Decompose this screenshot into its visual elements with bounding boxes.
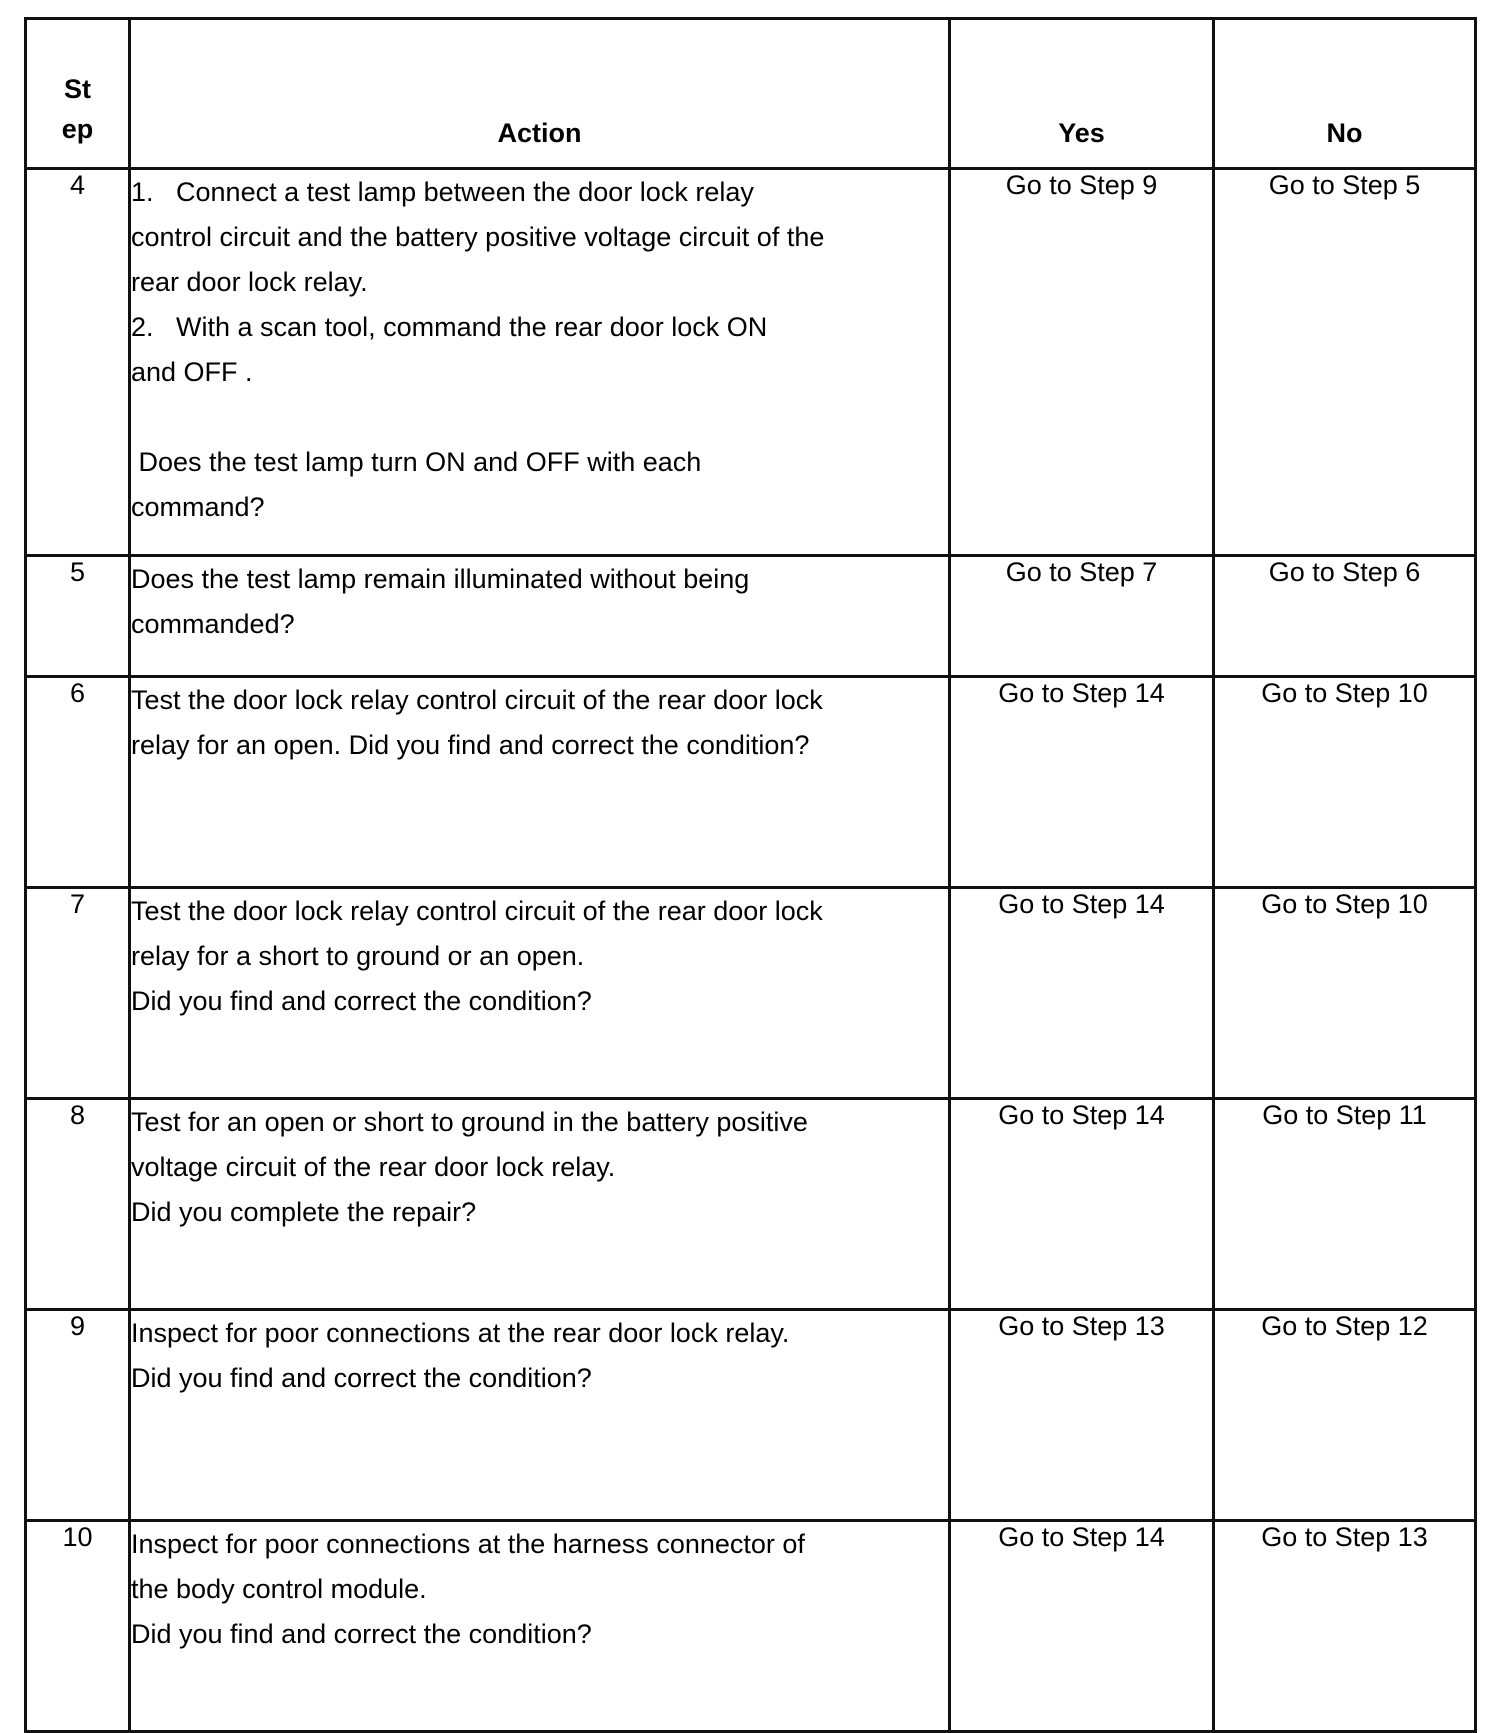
action-line: Test the door lock relay control circuit of the rear door lock (131, 896, 823, 926)
action-line: Does the test lamp remain illuminated without being (131, 564, 750, 594)
action-cell (130, 677, 950, 888)
diagnostic-table (24, 17, 1477, 1733)
header-step (26, 19, 130, 169)
header-step-line1: St (64, 74, 91, 104)
action-cell (130, 888, 950, 1099)
step-number: 5 (26, 556, 130, 677)
no-result: Go to Step 13 (1214, 1521, 1476, 1732)
no-result: Go to Step 10 (1214, 677, 1476, 888)
no-result: Go to Step 11 (1214, 1099, 1476, 1310)
action-line: Test for an open or short to ground in the battery positive (131, 1107, 808, 1137)
action-line: commanded? (131, 609, 295, 639)
table-row (26, 1310, 1476, 1521)
yes-result: Go to Step 13 (950, 1310, 1214, 1521)
action-line: relay for a short to ground or an open. (131, 941, 585, 971)
no-result: Go to Step 10 (1214, 888, 1476, 1099)
step-number: 7 (26, 888, 130, 1099)
yes-result: Go to Step 14 (950, 888, 1214, 1099)
action-line: 2. With a scan tool, command the rear door lock ON (131, 312, 768, 342)
action-cell (130, 556, 950, 677)
action-line: Did you find and correct the condition? (131, 1363, 592, 1393)
header-row (26, 19, 1476, 169)
action-line (131, 395, 948, 440)
action-line: Inspect for poor connections at the rear door lock relay. (131, 1318, 790, 1348)
yes-result: Go to Step 14 (950, 677, 1214, 888)
step-number: 6 (26, 677, 130, 888)
action-line: command? (131, 492, 265, 522)
action-line: Did you complete the repair? (131, 1197, 477, 1227)
step-number: 10 (26, 1521, 130, 1732)
header-action: Action (130, 19, 950, 169)
yes-result: Go to Step 7 (950, 556, 1214, 677)
action-line: and OFF . (131, 357, 253, 387)
yes-result: Go to Step 14 (950, 1521, 1214, 1732)
no-result: Go to Step 12 (1214, 1310, 1476, 1521)
action-line: relay for an open. Did you find and correct the condition? (131, 730, 810, 760)
table-row (26, 1099, 1476, 1310)
action-line: 1. Connect a test lamp between the door lock relay (131, 177, 754, 207)
header-no: No (1214, 19, 1476, 169)
yes-result: Go to Step 9 (950, 169, 1214, 556)
action-line: voltage circuit of the rear door lock relay. (131, 1152, 616, 1182)
action-line: the body control module. (131, 1574, 427, 1604)
action-line: Inspect for poor connections at the harness connector of (131, 1529, 805, 1559)
header-yes: Yes (950, 19, 1214, 169)
no-result: Go to Step 6 (1214, 556, 1476, 677)
table-row (26, 556, 1476, 677)
action-line: rear door lock relay. (131, 267, 368, 297)
action-cell (130, 1521, 950, 1732)
no-result: Go to Step 5 (1214, 169, 1476, 556)
action-line: control circuit and the battery positive voltage circuit of the (131, 222, 825, 252)
action-cell (130, 169, 950, 556)
action-line: Did you find and correct the condition? (131, 1619, 592, 1649)
step-number: 9 (26, 1310, 130, 1521)
action-line: Test the door lock relay control circuit of the rear door lock (131, 685, 823, 715)
header-step-line2: ep (61, 114, 94, 144)
step-number: 4 (26, 169, 130, 556)
yes-result: Go to Step 14 (950, 1099, 1214, 1310)
action-line: Did you find and correct the condition? (131, 986, 592, 1016)
table-row (26, 1521, 1476, 1732)
action-cell (130, 1099, 950, 1310)
table-row (26, 169, 1476, 556)
table-row (26, 677, 1476, 888)
table-row (26, 888, 1476, 1099)
action-line: Does the test lamp turn ON and OFF with each (131, 447, 702, 477)
step-number: 8 (26, 1099, 130, 1310)
action-cell (130, 1310, 950, 1521)
